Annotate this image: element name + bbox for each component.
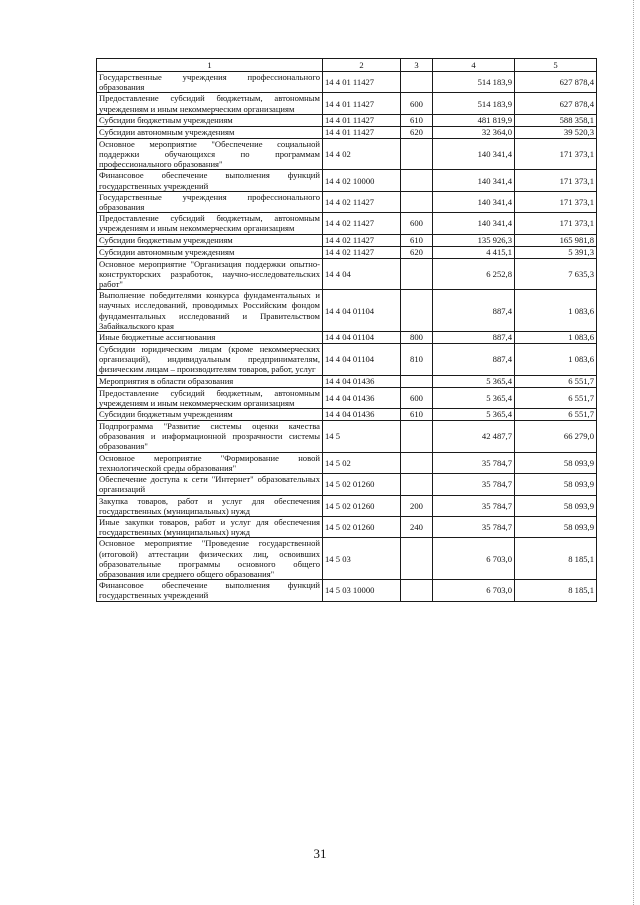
table-row [97,170,597,191]
row-value-1-cell: 140 341,4 [433,213,515,234]
row-value-2-cell: 58 093,9 [515,516,597,537]
table-row [97,474,597,495]
row-code-cell: 14 4 04 01104 [323,344,401,376]
row-code-cell: 14 4 02 11427 [323,191,401,212]
row-code-cell: 14 4 02 10000 [323,170,401,191]
table-row [97,138,597,170]
row-value-1-cell: 887,4 [433,332,515,344]
row-expense-type-cell [401,138,433,170]
row-expense-type-cell: 610 [401,409,433,421]
row-value-2-cell: 6 551,7 [515,409,597,421]
row-value-2-cell: 627 878,4 [515,93,597,114]
row-code-cell: 14 4 02 11427 [323,213,401,234]
row-value-1-cell: 514 183,9 [433,93,515,114]
row-value-2-cell: 1 083,6 [515,332,597,344]
table-row [97,213,597,234]
row-code-cell: 14 4 01 11427 [323,126,401,138]
table-row [97,290,597,332]
row-name-cell: Выполнение победителями конкурса фундаментальных и научных исследований, проводимых Российским фондом фундаментальных исследований и Правительством Забайкальского края [97,290,323,332]
table-row [97,580,597,601]
row-value-1-cell: 481 819,9 [433,114,515,126]
row-expense-type-cell [401,375,433,387]
row-name-cell: Субсидии бюджетным учреждениям [97,114,323,126]
header-col-3: 3 [401,59,433,72]
header-col-5: 5 [515,59,597,72]
table-row [97,258,597,290]
row-value-2-cell: 5 391,3 [515,246,597,258]
row-value-1-cell: 514 183,9 [433,72,515,93]
row-value-1-cell: 35 784,7 [433,495,515,516]
row-name-cell: Субсидии бюджетным учреждениям [97,234,323,246]
row-code-cell: 14 4 01 11427 [323,72,401,93]
row-value-1-cell: 140 341,4 [433,138,515,170]
row-code-cell: 14 4 04 01436 [323,409,401,421]
row-code-cell: 14 5 [323,421,401,453]
row-code-cell: 14 5 02 01260 [323,495,401,516]
row-expense-type-cell [401,72,433,93]
page-number: 31 [313,846,327,861]
row-expense-type-cell: 240 [401,516,433,537]
row-expense-type-cell [401,580,433,601]
row-value-2-cell: 8 185,1 [515,580,597,601]
row-code-cell: 14 4 04 01436 [323,375,401,387]
row-code-cell: 14 4 01 11427 [323,93,401,114]
row-expense-type-cell: 620 [401,126,433,138]
row-name-cell: Финансовое обеспечение выполнения функций государственных учреждений [97,170,323,191]
header-col-2: 2 [323,59,401,72]
row-expense-type-cell: 610 [401,234,433,246]
row-value-2-cell: 588 358,1 [515,114,597,126]
table-row [97,495,597,516]
row-expense-type-cell: 600 [401,93,433,114]
row-value-1-cell: 42 487,7 [433,421,515,453]
row-name-cell: Подпрограмма "Развитие системы оценки качества образования и информационной прозрачности системы образования" [97,421,323,453]
row-value-1-cell: 135 926,3 [433,234,515,246]
row-expense-type-cell: 810 [401,344,433,376]
row-value-1-cell: 6 703,0 [433,538,515,580]
row-name-cell: Финансовое обеспечение выполнения функций государственных учреждений [97,580,323,601]
row-code-cell: 14 5 03 [323,538,401,580]
row-value-1-cell: 6 703,0 [433,580,515,601]
row-value-2-cell: 171 373,1 [515,213,597,234]
row-name-cell: Основное мероприятие "Формирование новой технологической среды образования" [97,452,323,473]
budget-table [96,58,597,602]
row-value-2-cell: 58 093,9 [515,495,597,516]
row-value-2-cell: 1 083,6 [515,344,597,376]
row-value-2-cell: 58 093,9 [515,474,597,495]
row-value-2-cell: 1 083,6 [515,290,597,332]
row-value-1-cell: 4 415,1 [433,246,515,258]
table-row [97,114,597,126]
row-code-cell: 14 5 03 10000 [323,580,401,601]
row-expense-type-cell: 600 [401,387,433,408]
row-name-cell: Мероприятия в области образования [97,375,323,387]
row-code-cell: 14 4 04 01104 [323,332,401,344]
table-body [97,72,597,602]
table-row [97,234,597,246]
row-name-cell: Иные бюджетные ассигнования [97,332,323,344]
row-code-cell: 14 4 02 [323,138,401,170]
row-name-cell: Субсидии автономным учреждениям [97,246,323,258]
table-row [97,93,597,114]
row-expense-type-cell [401,538,433,580]
table-row [97,72,597,93]
table-row [97,387,597,408]
table-row [97,452,597,473]
table-row [97,126,597,138]
table-row [97,246,597,258]
row-code-cell: 14 5 02 01260 [323,516,401,537]
row-name-cell: Государственные учреждения профессионального образования [97,72,323,93]
row-code-cell: 14 4 04 01436 [323,387,401,408]
scan-edge-line [633,0,634,905]
row-name-cell: Предоставление субсидий бюджетным, автономным учреждениям и иным некоммерческим организациям [97,387,323,408]
row-value-1-cell: 32 364,0 [433,126,515,138]
row-expense-type-cell [401,452,433,473]
row-name-cell: Иные закупки товаров, работ и услуг для обеспечения государственных (муниципальных) нужд [97,516,323,537]
table-row [97,538,597,580]
row-value-2-cell: 39 520,3 [515,126,597,138]
row-value-1-cell: 887,4 [433,290,515,332]
row-code-cell: 14 5 02 [323,452,401,473]
row-name-cell: Государственные учреждения профессионального образования [97,191,323,212]
row-value-2-cell: 171 373,1 [515,191,597,212]
row-expense-type-cell [401,258,433,290]
row-expense-type-cell: 600 [401,213,433,234]
row-value-2-cell: 7 635,3 [515,258,597,290]
header-col-4: 4 [433,59,515,72]
row-value-2-cell: 171 373,1 [515,138,597,170]
row-value-2-cell: 6 551,7 [515,387,597,408]
row-value-2-cell: 171 373,1 [515,170,597,191]
row-expense-type-cell [401,474,433,495]
row-value-1-cell: 5 365,4 [433,409,515,421]
row-expense-type-cell: 800 [401,332,433,344]
row-value-1-cell: 35 784,7 [433,474,515,495]
row-value-1-cell: 6 252,8 [433,258,515,290]
table-row [97,344,597,376]
row-name-cell: Субсидии бюджетным учреждениям [97,409,323,421]
header-col-1: 1 [97,59,323,72]
row-name-cell: Закупка товаров, работ и услуг для обеспечения государственных (муниципальных) нужд [97,495,323,516]
row-expense-type-cell [401,170,433,191]
table-header-row [97,59,597,72]
row-code-cell: 14 4 01 11427 [323,114,401,126]
table-row [97,421,597,453]
row-code-cell: 14 5 02 01260 [323,474,401,495]
row-expense-type-cell: 200 [401,495,433,516]
table-row [97,332,597,344]
row-value-1-cell: 887,4 [433,344,515,376]
row-value-1-cell: 5 365,4 [433,375,515,387]
row-value-1-cell: 35 784,7 [433,516,515,537]
row-value-2-cell: 6 551,7 [515,375,597,387]
row-expense-type-cell: 610 [401,114,433,126]
table-row [97,409,597,421]
row-expense-type-cell [401,290,433,332]
row-value-1-cell: 140 341,4 [433,191,515,212]
table-row [97,375,597,387]
row-name-cell: Субсидии юридическим лицам (кроме некоммерческих организаций), индивидуальным предпринимателям, физическим лицам – производителям товаров, работ, услуг [97,344,323,376]
row-expense-type-cell: 620 [401,246,433,258]
row-value-2-cell: 627 878,4 [515,72,597,93]
row-value-1-cell: 5 365,4 [433,387,515,408]
row-value-1-cell: 35 784,7 [433,452,515,473]
table-row [97,516,597,537]
row-expense-type-cell [401,421,433,453]
row-name-cell: Основное мероприятие "Организация поддержки опытно-конструкторских разработок, научно-исследовательских работ" [97,258,323,290]
row-value-2-cell: 58 093,9 [515,452,597,473]
row-code-cell: 14 4 04 [323,258,401,290]
row-name-cell: Субсидии автономным учреждениям [97,126,323,138]
row-name-cell: Обеспечение доступа к сети "Интернет" образовательных организаций [97,474,323,495]
row-expense-type-cell [401,191,433,212]
row-code-cell: 14 4 02 11427 [323,234,401,246]
row-name-cell: Предоставление субсидий бюджетным, автономным учреждениям и иным некоммерческим организациям [97,213,323,234]
row-value-2-cell: 8 185,1 [515,538,597,580]
row-code-cell: 14 4 02 11427 [323,246,401,258]
row-value-2-cell: 165 981,8 [515,234,597,246]
table-row [97,191,597,212]
row-name-cell: Предоставление субсидий бюджетным, автономным учреждениям и иным некоммерческим организациям [97,93,323,114]
row-code-cell: 14 4 04 01104 [323,290,401,332]
row-name-cell: Основное мероприятие "Обеспечение социальной поддержки обучающихся по программам профессионального образования" [97,138,323,170]
row-name-cell: Основное мероприятие "Проведение государственной (итоговой) аттестации физических лиц, освоивших образовательные программы основного общего образования или среднего общего образования" [97,538,323,580]
row-value-1-cell: 140 341,4 [433,170,515,191]
row-value-2-cell: 66 279,0 [515,421,597,453]
